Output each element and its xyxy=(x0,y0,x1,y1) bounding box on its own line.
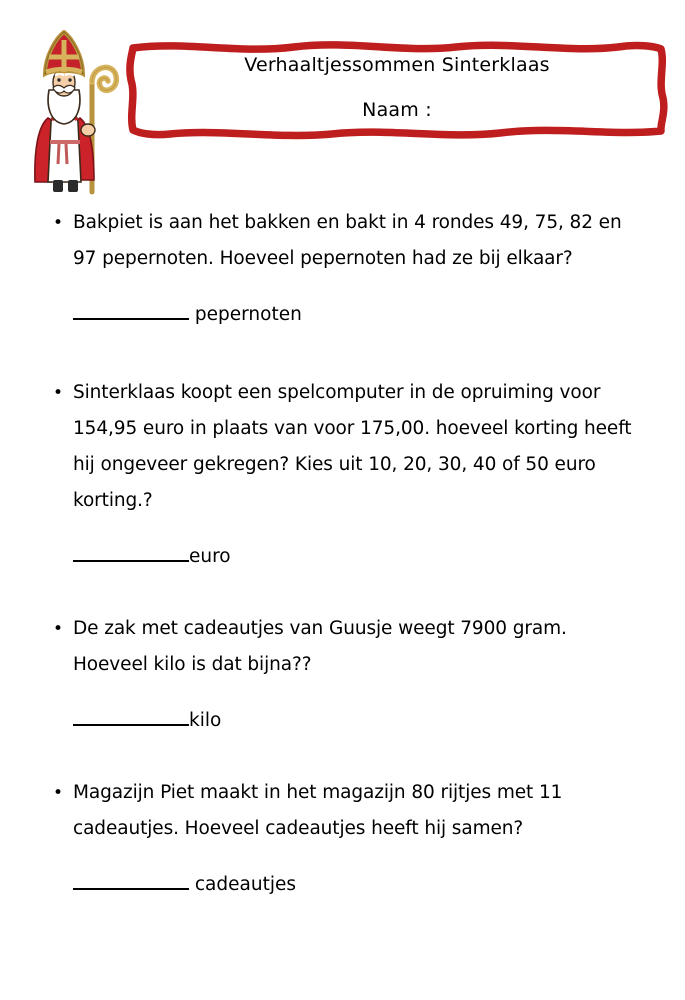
page-title: Verhaaltjessommen Sinterklaas xyxy=(244,54,550,77)
question-text-4: Magazijn Piet maakt in het magazijn 80 rijtjes met 11 cadeautjes. Hoeveel cadeautjes heeft hij samen? xyxy=(73,782,563,839)
answer-blank-1[interactable] xyxy=(73,304,189,320)
title-frame xyxy=(126,38,668,140)
answer-unit-2: euro xyxy=(189,546,231,567)
bullet-icon-3: • xyxy=(53,619,64,639)
bullet-icon-2: • xyxy=(53,383,64,403)
question-item-2 xyxy=(0,375,685,573)
answer-row-1 xyxy=(73,299,655,331)
answer-unit-4: cadeautjes xyxy=(189,874,296,895)
worksheet-header xyxy=(0,0,685,205)
answer-blank-4[interactable] xyxy=(73,874,189,890)
answer-unit-3: kilo xyxy=(189,710,222,731)
questions-list xyxy=(0,205,685,905)
answer-row-3 xyxy=(73,705,655,737)
answer-blank-2[interactable] xyxy=(73,546,189,562)
spacer xyxy=(0,577,685,611)
name-field-label: Naam : xyxy=(362,99,432,121)
bullet-icon-4: • xyxy=(53,783,64,803)
answer-unit-1: pepernoten xyxy=(189,304,302,325)
question-item-1 xyxy=(0,205,685,331)
question-item-4 xyxy=(0,775,685,901)
spacer xyxy=(0,335,685,375)
answer-row-4 xyxy=(73,869,655,901)
spacer xyxy=(0,741,685,775)
answer-blank-3[interactable] xyxy=(73,710,189,726)
question-text-3: De zak met cadeautjes van Guusje weegt 7900 gram. Hoeveel kilo is dat bijna?? xyxy=(73,618,567,675)
question-text-1: Bakpiet is aan het bakken en bakt in 4 rondes 49, 75, 82 en 97 pepernoten. Hoeveel pepernoten had ze bij elkaar? xyxy=(73,212,622,269)
sinterklaas-illustration xyxy=(18,30,126,198)
answer-row-2 xyxy=(73,541,655,573)
bullet-icon-1: • xyxy=(53,213,64,233)
sinterklaas-icon xyxy=(18,30,126,198)
question-text-2: Sinterklaas koopt een spelcomputer in de opruiming voor 154,95 euro in plaats van voor 175,00. hoeveel korting heeft hij ongeveer gekregen? Kies uit 10, 20, 30, 40 of 50 euro korting.? xyxy=(73,382,632,511)
question-item-3 xyxy=(0,611,685,737)
